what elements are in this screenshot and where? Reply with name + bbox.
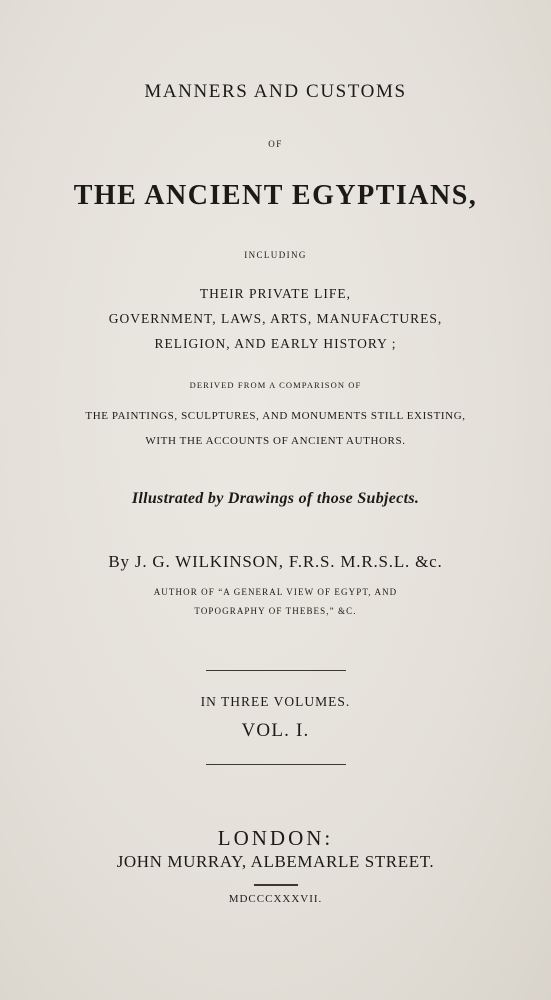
rule-upper [206,670,346,671]
city-line: LONDON: [217,826,334,850]
rule-lower [254,884,298,886]
year-line: MDCCCXXXVII. [228,893,323,905]
author-works-line-1: AUTHOR OF “A GENERAL VIEW OF EGYPT, AND [153,587,398,597]
title-line-of: OF [268,139,283,149]
sources-line-2: WITH THE ACCOUNTS OF ANCIENT AUTHORS. [145,435,406,447]
subject-line-1: THEIR PRIVATE LIFE, [199,286,352,301]
main-title: THE ANCIENT EGYPTIANS, [73,180,478,211]
author-line: By J. G. WILKINSON, F.R.S. M.R.S.L. &c. [108,552,443,571]
sources-line-1: THE PAINTINGS, SCULPTURES, AND MONUMENTS STILL EXISTING, [85,410,466,422]
subject-line-3: RELIGION, AND EARLY HISTORY ; [154,336,397,351]
subject-line-2: GOVERNMENT, LAWS, ARTS, MANUFACTURES, [108,311,443,326]
title-line-manners: MANNERS AND CUSTOMS [144,81,407,102]
volume-number: VOL. I. [241,720,310,741]
including-label: INCLUDING [244,250,307,260]
volumes-line: IN THREE VOLUMES. [200,694,351,709]
rule-middle [206,764,346,765]
derived-label: DERIVED FROM A COMPARISON OF [189,380,362,390]
author-works-line-2: TOPOGRAPHY OF THEBES,” &C. [194,606,357,616]
illustrated-line: Illustrated by Drawings of those Subjects. [131,490,420,507]
publisher-line: JOHN MURRAY, ALBEMARLE STREET. [116,852,435,871]
